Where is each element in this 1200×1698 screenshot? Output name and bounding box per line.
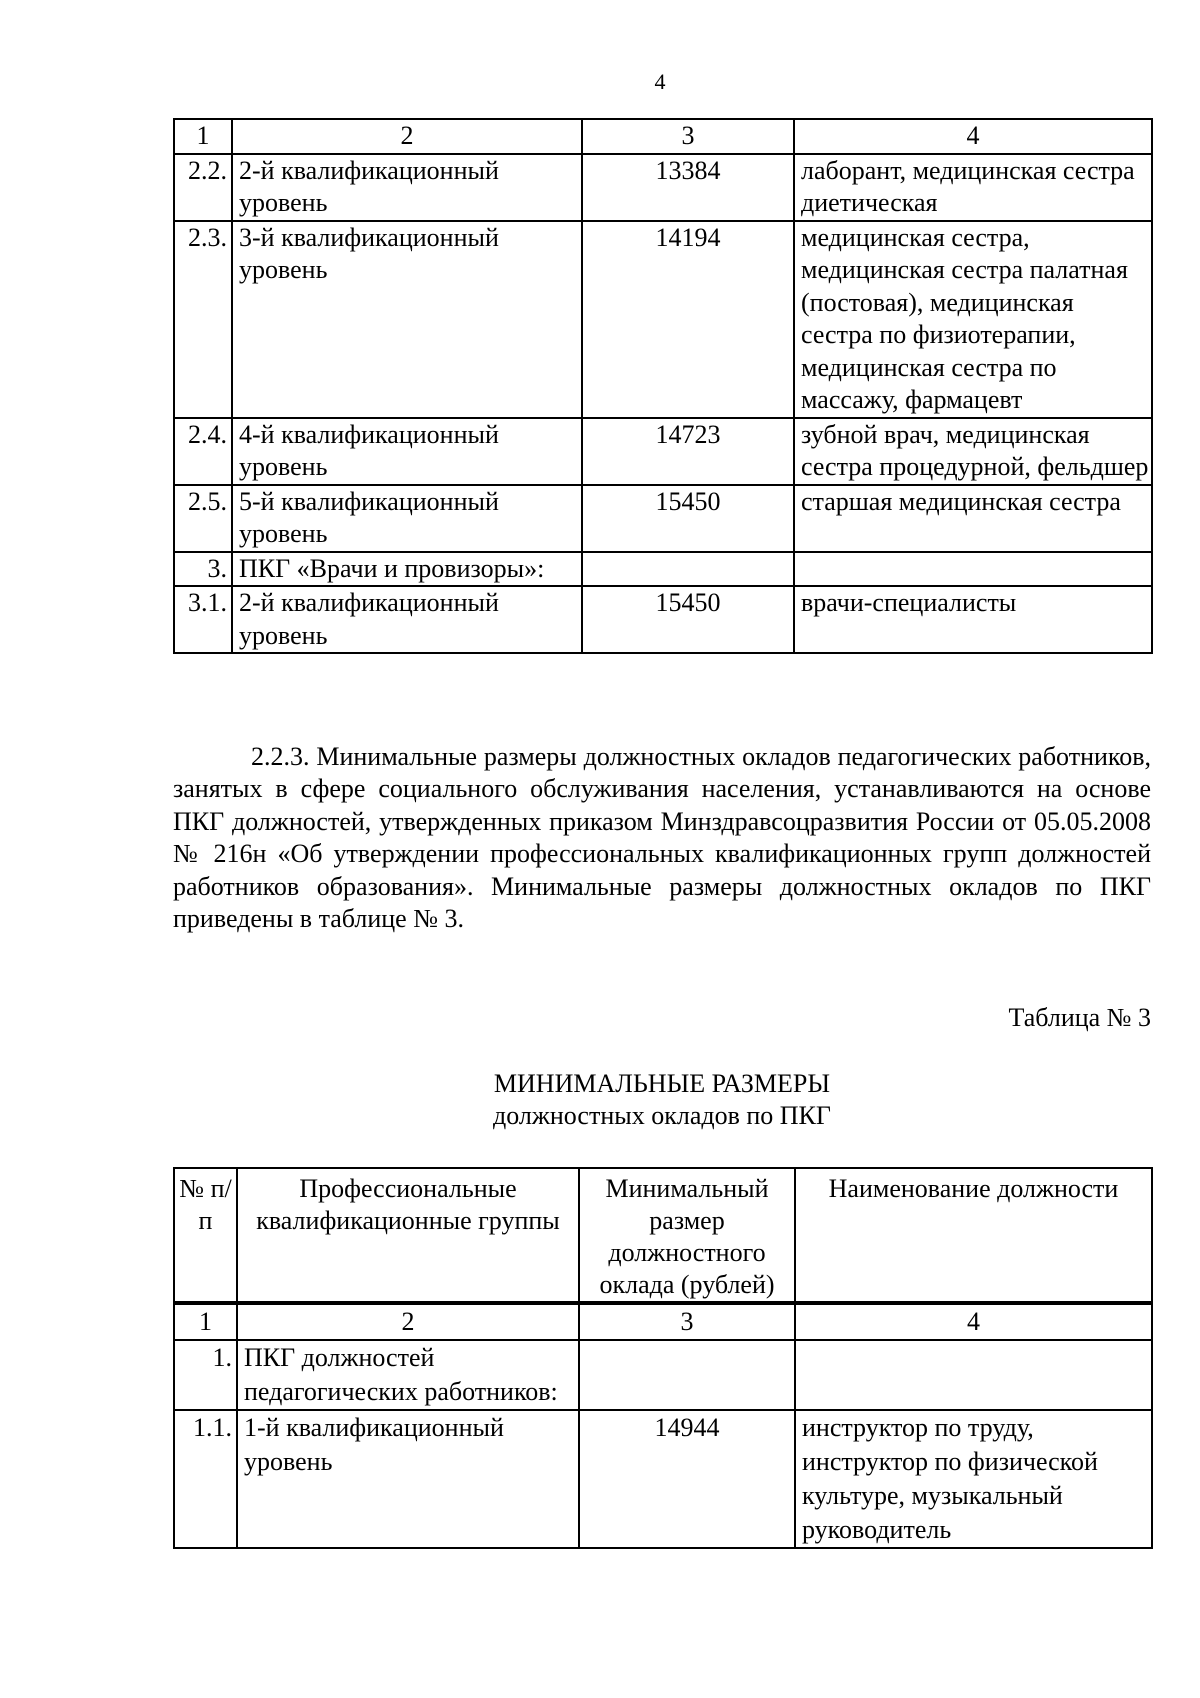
table-row [174, 485, 1152, 552]
table-title-line1: МИНИМАЛЬНЫЕ РАЗМЕРЫ [493, 1069, 831, 1098]
header-group: Профессиональные квалификационные группы [237, 1168, 579, 1303]
qualification-group: 1-й квалификационный уровень [237, 1410, 579, 1548]
table-row [174, 1340, 1152, 1410]
column-number: 3 [579, 1303, 795, 1340]
position-names [795, 1340, 1152, 1410]
position-names [794, 552, 1152, 587]
header-salary: Минимальный размер должностного оклада (рублей) [579, 1168, 795, 1303]
header-row [174, 1168, 1152, 1303]
qualification-group: 5-й квалификационный уровень [232, 485, 582, 552]
position-names: врачи-специалисты [794, 586, 1152, 653]
qualification-group: 2-й квалификационный уровень [232, 586, 582, 653]
table-row [174, 586, 1152, 653]
row-number: 3.1. [174, 586, 232, 653]
section-2-2-3-paragraph: 2.2.3. Минимальные размеры должностных окладов педагогических работников, занятых в сфере социального обслуживания населения, устанавливаются на основе ПКГ должностей, утвержденных приказом Минздравсоцразвития России от 05.05.2008 № 216н «Об утверждении профессиональных квалификационных групп должностей работников образования». Минимальные размеры должностных окладов по ПКГ приведены в таблице № 3. [173, 742, 1151, 934]
qualification-group: 3-й квалификационный уровень [232, 221, 582, 418]
position-names: зубной врач, медицинская сестра процедурной, фельдшер [794, 418, 1152, 485]
qualification-group: 4-й квалификационный уровень [232, 418, 582, 485]
salary-value: 15450 [582, 586, 794, 653]
table-title [173, 1068, 1151, 1132]
column-number: 1 [174, 1303, 237, 1340]
page-number: 4 [654, 69, 666, 94]
qualification-group: 2-й квалификационный уровень [232, 154, 582, 221]
table-caption: Таблица № 3 [1008, 1003, 1151, 1032]
column-number: 2 [237, 1303, 579, 1340]
qualification-group: ПКГ «Врачи и провизоры»: [232, 552, 582, 587]
qualification-group: ПКГ должностей педагогических работников: [237, 1340, 579, 1410]
position-names: инструктор по труду, инструктор по физической культуре, музыкальный руководитель [795, 1410, 1152, 1548]
row-number: 2.2. [174, 154, 232, 221]
table-row [174, 1410, 1152, 1548]
row-number: 3. [174, 552, 232, 587]
header-num: № п/п [174, 1168, 237, 1303]
salary-value: 14723 [582, 418, 794, 485]
salary-value: 14194 [582, 221, 794, 418]
column-number: 1 [174, 119, 232, 154]
row-number: 1. [174, 1340, 237, 1410]
column-number-row [174, 1303, 1152, 1340]
table-row [174, 552, 1152, 587]
column-number: 3 [582, 119, 794, 154]
salary-value: 15450 [582, 485, 794, 552]
row-number: 2.4. [174, 418, 232, 485]
table-row [174, 221, 1152, 418]
salary-value: 13384 [582, 154, 794, 221]
salary-value [579, 1340, 795, 1410]
salary-value [582, 552, 794, 587]
salary-value: 14944 [579, 1410, 795, 1548]
position-names: лаборант, медицинская сестра диетическая [794, 154, 1152, 221]
position-names: медицинская сестра, медицинская сестра палатная (постовая), медицинская сестра по физиотерапии, медицинская сестра по массажу, фармацевт [794, 221, 1152, 418]
salary-table-continued [173, 118, 1153, 654]
row-number: 2.3. [174, 221, 232, 418]
column-number: 2 [232, 119, 582, 154]
column-number: 4 [794, 119, 1152, 154]
column-number-row [174, 119, 1152, 154]
table-row [174, 418, 1152, 485]
header-position: Наименование должности [795, 1168, 1152, 1303]
salary-table-3 [173, 1167, 1153, 1549]
column-number: 4 [795, 1303, 1152, 1340]
row-number: 1.1. [174, 1410, 237, 1548]
position-names: старшая медицинская сестра [794, 485, 1152, 552]
table-row [174, 154, 1152, 221]
table-title-line2: должностных окладов по ПКГ [493, 1101, 831, 1130]
row-number: 2.5. [174, 485, 232, 552]
